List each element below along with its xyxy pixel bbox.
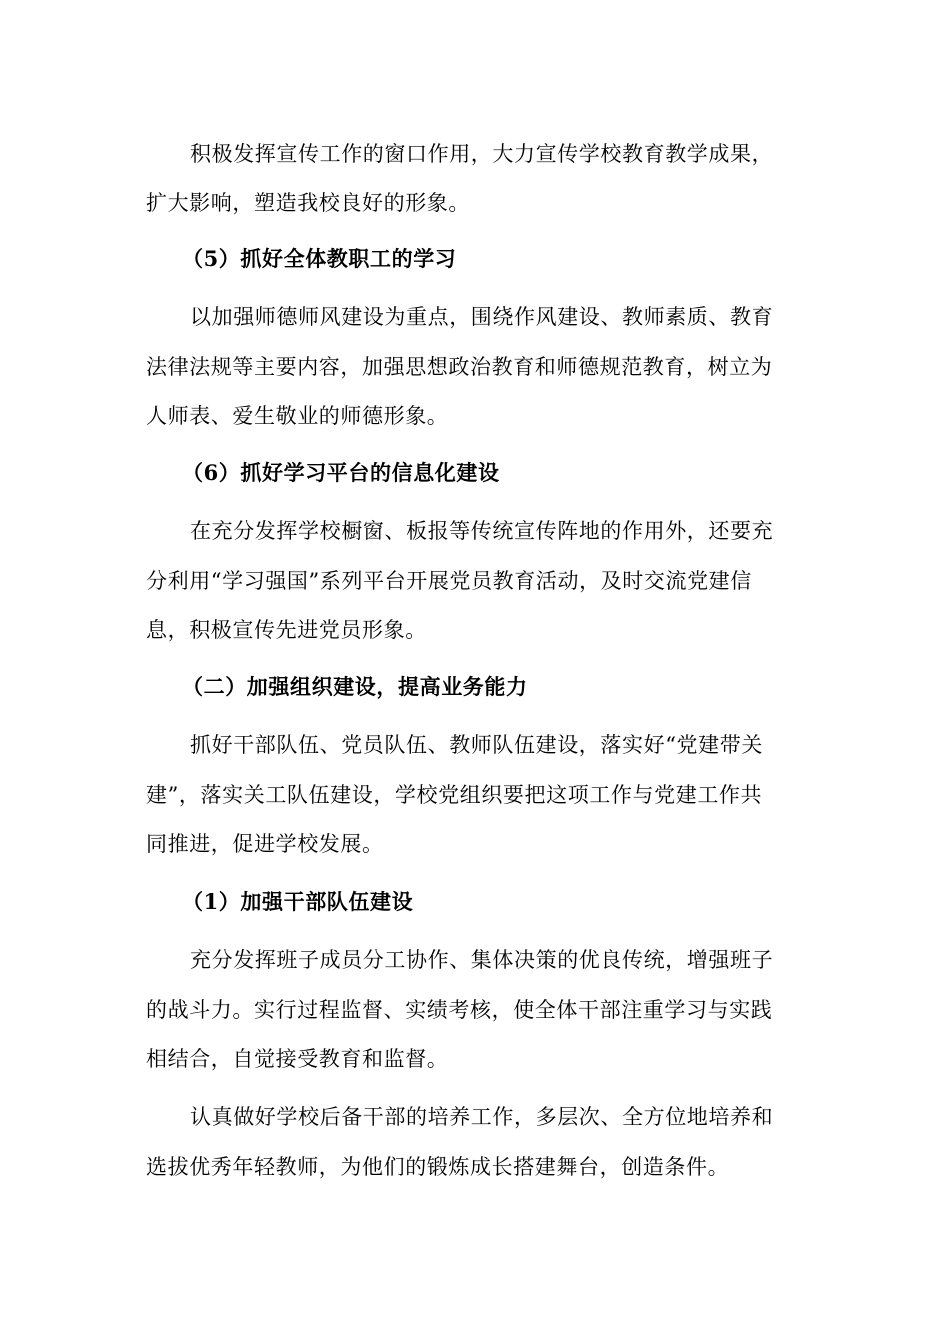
section-heading: （5）抓好全体教职工的学习	[182, 246, 457, 271]
paragraph-line: 分利用“学习强国”系列平台开展党员教育活动，及时交流党建信	[146, 569, 752, 593]
section-heading: （1）加强干部队伍建设	[182, 889, 414, 914]
paragraph-line: 认真做好学校后备干部的培养工作，多层次、全方位地培养和	[190, 1105, 774, 1129]
paragraph-line: 在充分发挥学校橱窗、板报等传统宣传阵地的作用外，还要充	[190, 519, 774, 543]
paragraph-line: 抓好干部队伍、党员队伍、教师队伍建设，落实好“党建带关	[190, 733, 763, 757]
paragraph-line: 法律法规等主要内容，加强思想政治教育和师德规范教育，树立为	[146, 355, 773, 379]
paragraph-line: 充分发挥班子成员分工协作、集体决策的优良传统，增强班子	[190, 948, 774, 972]
paragraph-line: 同推进，促进学校发展。	[146, 832, 384, 856]
paragraph-line: 建”，落实关工队伍建设，学校党组织要把这项工作与党建工作共	[146, 783, 763, 807]
paragraph-line: 相结合，自觉接受教育和监督。	[146, 1047, 449, 1071]
paragraph-line: 选拔优秀年轻教师，为他们的锻炼成长搭建舞台，创造条件。	[146, 1155, 730, 1179]
section-heading: （二）加强组织建设，提高业务能力	[182, 674, 528, 699]
paragraph-line: 息，积极宣传先进党员形象。	[146, 618, 427, 642]
section-heading: （6）抓好学习平台的信息化建设	[182, 460, 500, 485]
paragraph-line: 人师表、爱生敬业的师德形象。	[146, 404, 449, 428]
paragraph-line: 的战斗力。实行过程监督、实绩考核，使全体干部注重学习与实践	[146, 998, 773, 1022]
paragraph-line: 扩大影响，塑造我校良好的形象。	[146, 191, 470, 215]
paragraph-line: 积极发挥宣传工作的窗口作用，大力宣传学校教育教学成果，	[190, 142, 774, 166]
paragraph-line: 以加强师德师风建设为重点，围绕作风建设、教师素质、教育	[190, 305, 774, 329]
